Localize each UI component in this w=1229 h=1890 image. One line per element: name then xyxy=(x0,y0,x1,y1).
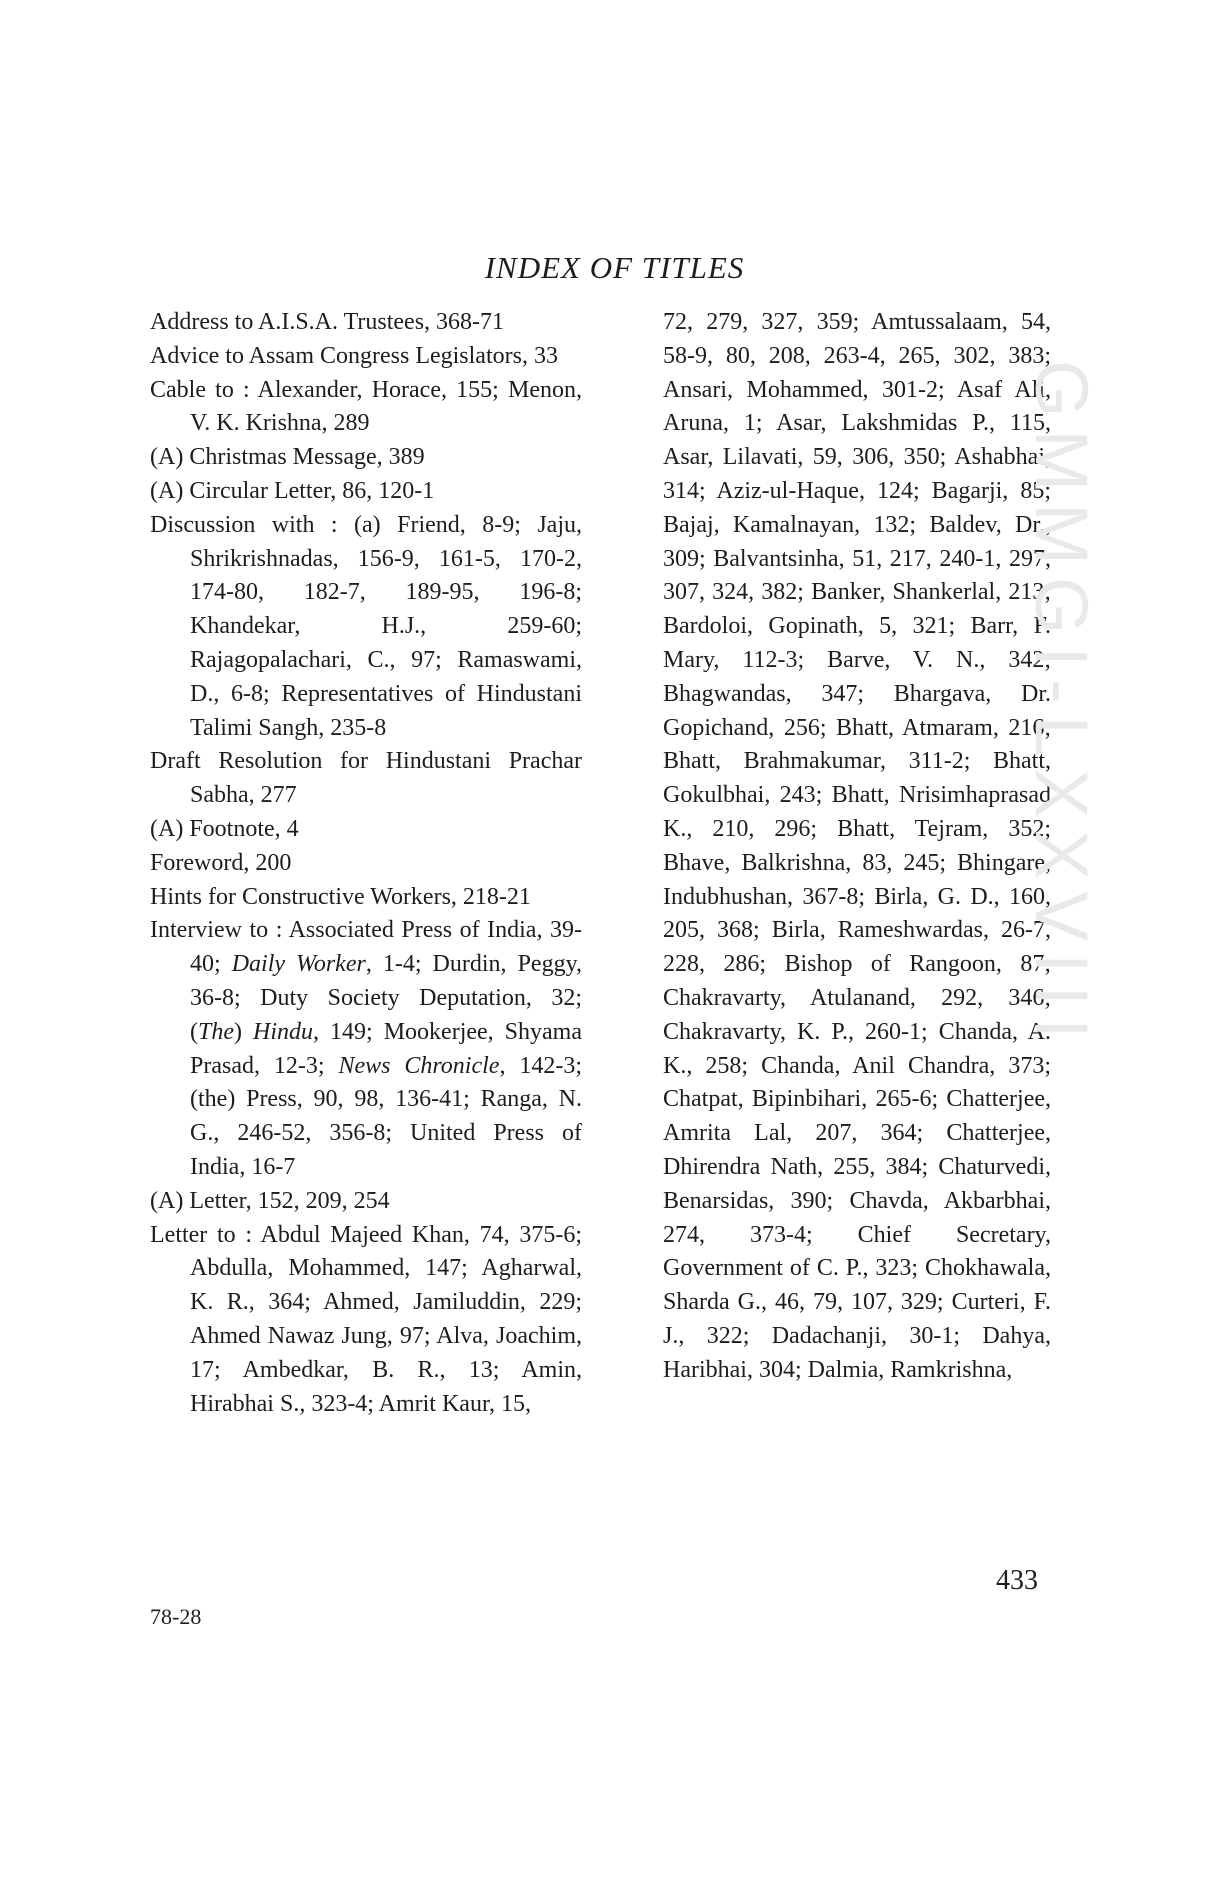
index-entry-continued: 72, 279, 327, 359; Amtussalaam, 54, 58-9, 80, 208, 263-4, 265, 302, 383; Ansari, Mohammed, 301-2; Asaf Ali, Aruna, 1; Asar, Lakshmidas P., 115, Asar, Lilavati, 59, 306, 350; Ashabhai, 314; Aziz-ul-Haque, 124; Bagarji, 85; Bajaj, Kamalnayan, 132; Baldev, Dr., 309; Balvantsinha, 51, 217, 240-1, 297, 307, 324, 382; Banker, Shankerlal, 213; Bardoloi, Gopinath, 5, 321; Barr, F. Mary, 112-3; Barve, V. N., 342; Bhagwandas, 347; Bhargava, Dr. Gopichand, 256; Bhatt, Atmaram, 216; Bhatt, Brahmakumar, 311-2; Bhatt, Gokulbhai, 243; Bhatt, Nrisimhaprasad K., 210, 296; Bhatt, Tejram, 352; Bhave, Balkrishna, 83, 245; Bhingare, Indubhushan, 367-8; Birla, G. D., 160, 205, 368; Birla, Rameshwardas, 26-7, 228, 286; Bishop of Rangoon, 87; Chakravarty, Atulanand, 292, 346; Chakravarty, K. P., 260-1; Chanda, A. K., 258; Chanda, Anil Chandra, 373; Chatpat, Bipinbihari, 265-6; Chatterjee, Amrita Lal, 207, 364; Chatterjee, Dhirendra Nath, 255, 384; Chaturvedi, Benarsidas, 390; Chavda, Akbarbhai, 274, 373-4; Chief Secretary, Government of C. P., 323; Chokhawala, Sharda G., 46, 79, 107, 329; Curteri, F. J., 322; Dadachanji, 30-1; Dahya, Haribhai, 304; Dalmia, Ramkrishna, xyxy=(663,309,1051,1383)
index-entry: Address to A.I.S.A. Trustees, 368-71 xyxy=(150,309,505,335)
index-right-column xyxy=(663,306,1051,1388)
entry-text: , 149; Mookerjee, Shyama Prasad, 12-3; xyxy=(190,1018,582,1079)
index-entry: Draft Resolution for Hindustani Prachar Sabha, 277 xyxy=(150,748,582,809)
index-entry: (A) Letter, 152, 209, 254 xyxy=(150,1187,390,1214)
index-entry: Hints for Constructive Workers, 218-21 xyxy=(150,883,531,910)
signature-mark: 78-28 xyxy=(150,1604,202,1629)
index-entry-interview xyxy=(150,914,582,1184)
index-entry: Discussion with : (a) Friend, 8-9; Jaju, Shrikrishnadas, 156-9, 161-5, 170-2, 174-80, 182-7, 189-95, 196-8; Khandekar, H.J., 259-60; Rajagopalachari, C., 97; Ramaswami, D., 6-8; Representatives of Hindustani Talimi Sangh, 235-8 xyxy=(150,511,582,741)
page-title: INDEX OF TITLES xyxy=(484,250,745,285)
index-entry: (A) Footnote, 4 xyxy=(150,815,299,842)
publication-title: The xyxy=(198,1018,234,1045)
publication-title: Daily Worker xyxy=(231,951,366,978)
index-entry: Advice to Assam Congress Legislators, 33 xyxy=(150,342,558,369)
entry-text: Interview to : Associated Press of India, 39-40; xyxy=(150,917,582,978)
index-entry: Letter to : Abdul Majeed Khan, 74, 375-6; Abdulla, Mohammed, 147; Agharwal, K. R., 364; Ahmed, Jamiluddin, 229; Ahmed Nawaz Jung, 97; Alva, Joachim, 17; Ambedkar, B. R., 13; Amin, Hirabhai S., 323-4; Amrit Kaur, 15, xyxy=(150,1221,582,1417)
publication-title: Hindu xyxy=(253,1018,314,1045)
index-entry: Foreword, 200 xyxy=(150,849,292,876)
entry-text: , 1-4; Durdin, Peggy, 36-8; Duty Society Deputation, 32; ( xyxy=(190,951,583,1045)
index-left-column xyxy=(150,306,582,1421)
index-entry: (A) Circular Letter, 86, 120-1 xyxy=(150,477,435,504)
entry-text: , 142-3; (the) Press, 90, 98, 136-41; Ranga, N. G., 246-52, 356-8; United Press of India, 16-7 xyxy=(190,1052,582,1180)
index-entry: Cable to : Alexander, Horace, 155; Menon, V. K. Krishna, 289 xyxy=(150,376,582,437)
page-number: 433 xyxy=(996,1565,1038,1596)
publication-title: News Chronicle xyxy=(338,1052,500,1079)
index-entry: (A) Christmas Message, 389 xyxy=(150,444,425,471)
entry-text: ) xyxy=(234,1018,254,1045)
watermark: GMMGI-LXXVIII xyxy=(1020,360,1103,1051)
